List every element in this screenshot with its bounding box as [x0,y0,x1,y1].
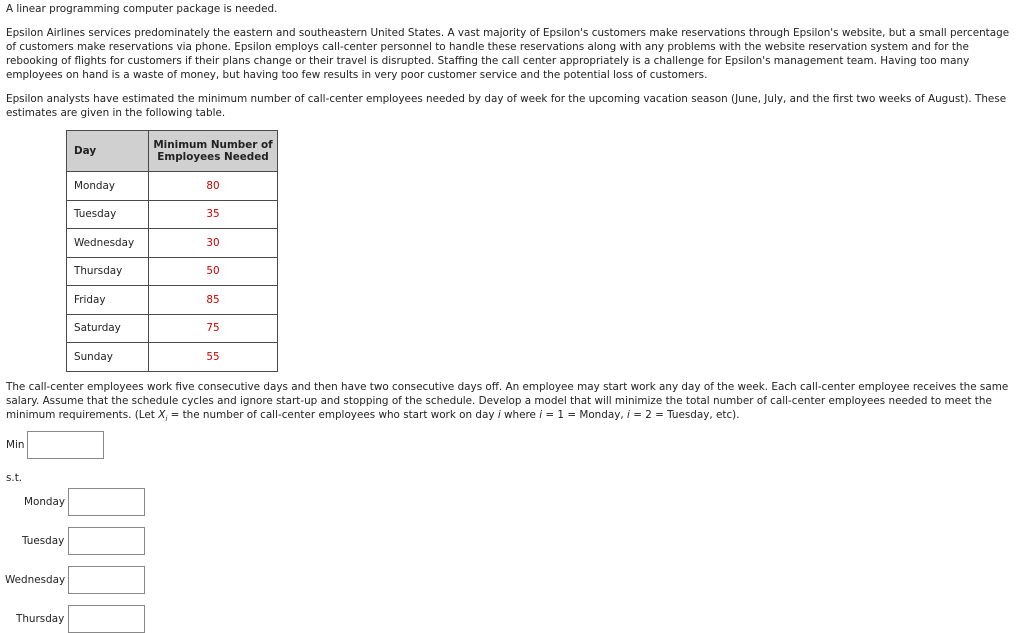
constraint-input-thursday[interactable] [68,605,145,633]
row-min: 50 [149,257,278,286]
table-header-row [67,131,278,172]
row-min: 30 [149,229,278,258]
constraint-label-thursday: Thursday [16,613,65,625]
row-day: Wednesday [67,229,149,258]
row-min: 80 [149,172,278,201]
objective-input[interactable] [27,431,104,459]
constraint-label-monday: Monday [24,496,66,508]
table-row [67,172,278,201]
row-day: Thursday [67,257,149,286]
row-min: 35 [149,200,278,229]
row-day: Friday [67,286,149,315]
constraint-input-monday[interactable] [68,488,145,516]
row-min: 55 [149,343,278,372]
model-instructions: The call-center employees work five consecutive days and then have two consecutive days off. An employee may start work any day of the week. Each call-center employee receives the same salary. Assume that the schedule cycles and ignore start-up and stopping of the schedule. Develop a model that will minimize the total number of call-center employees needed to meet the minimum requirements. (Let $X_i$ = the number of call-center employees who start work on day i where i = 1 = Monday, i = 2 = Tuesday, etc). [6,381,1009,424]
st-label: s.t. [6,472,23,484]
header-day: Day [67,131,149,172]
row-day: Saturday [67,314,149,343]
table-row [67,343,278,372]
table-row [67,257,278,286]
constraint-input-wednesday[interactable] [68,566,145,594]
problem-description: Epsilon Airlines services predominately the eastern and southeastern United States. A vast majority of Epsilon's customers make reservations through Epsilon's website, but a small percentage of customers make reservations via phone. Epsilon employs call-center personnel to handle these reservations along with any problems with the website reservation system and for the rebooking of flights for customers if their plans change or their travel is disrupted. Staffing the call center appropriately is a challenge for Epsilon's management team. Having too many employees on hand is a waste of money, but having too few results in very poor customer service and the potential loss of customers. [6,27,1010,81]
table-row [67,286,278,315]
intro-text: A linear programming computer package is needed. [6,3,278,15]
constraint-input-tuesday[interactable] [68,527,145,555]
row-day: Monday [67,172,149,201]
row-day: Tuesday [67,200,149,229]
row-min: 85 [149,286,278,315]
constraint-label-tuesday: Tuesday [22,535,65,547]
constraint-label-wednesday: Wednesday [5,574,66,586]
table-row [67,314,278,343]
table-row [67,200,278,229]
analyst-estimate-text: Epsilon analysts have estimated the minimum number of call-center employees needed by day of week for the upcoming vacation season (June, July, and the first two weeks of August). These estimates are given in the following table. [6,93,1007,119]
employee-requirements-table [66,130,278,372]
row-day: Sunday [67,343,149,372]
min-label: Min [6,439,25,451]
header-min-employees: Minimum Number of Employees Needed [149,131,278,172]
row-min: 75 [149,314,278,343]
table-row [67,229,278,258]
